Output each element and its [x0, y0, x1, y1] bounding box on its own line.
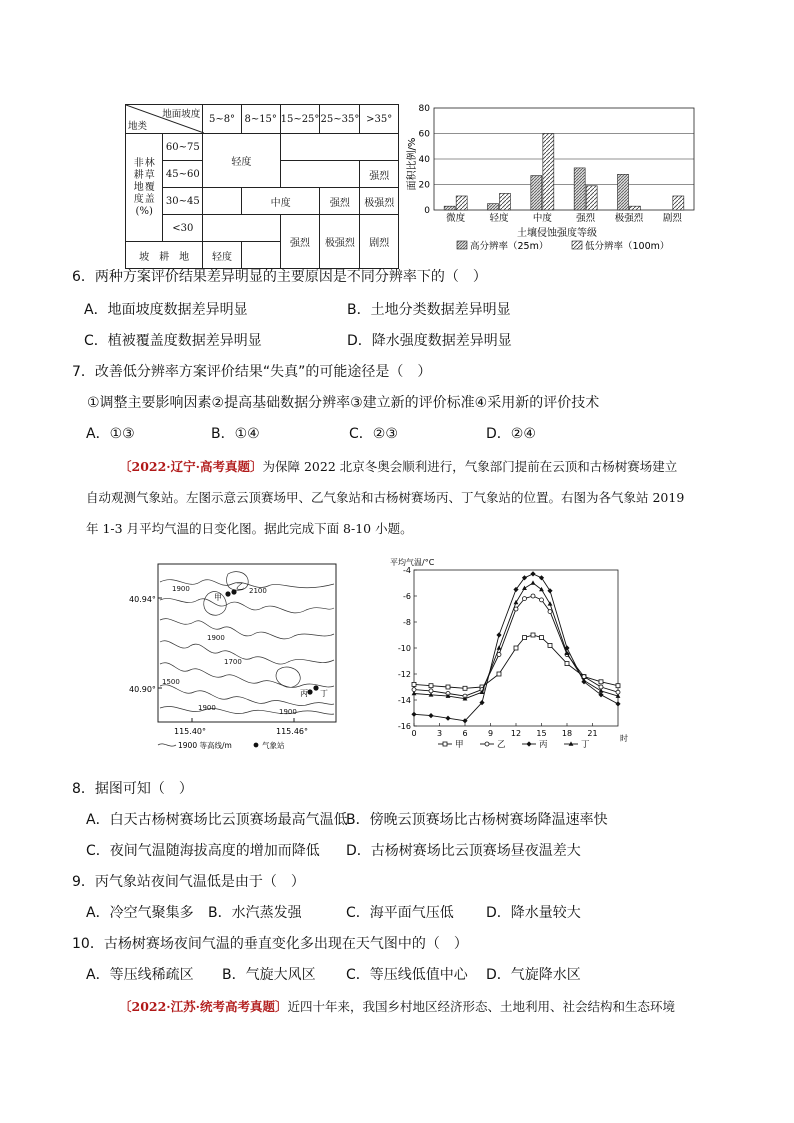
bar-xlabel: 土壤侵蚀强度等级 — [517, 228, 597, 239]
line-xtick-label: 12 — [510, 729, 522, 738]
bar-low-res — [586, 186, 597, 210]
bar-high-res — [531, 176, 542, 210]
table-empty-cell — [280, 161, 360, 188]
station-bing-marker — [313, 685, 318, 690]
q9-option-b[interactable]: B．水汽蒸发强 — [208, 905, 302, 921]
bar-ylabel: 面积比例/% — [407, 137, 418, 191]
line-point-series-1 — [429, 684, 433, 688]
bar-category-label: 微度 — [446, 213, 466, 224]
level-severe-cell: 剧烈 — [360, 215, 399, 269]
bar-ytick-label: 0 — [424, 206, 430, 216]
q8-option-c[interactable]: C．夜间气温随海拔高度的增加而降低 — [86, 843, 320, 859]
bar-category-label: 轻度 — [489, 213, 509, 224]
contour-legend-label: 1900 等高线/m — [178, 741, 232, 750]
table-diagonal-header — [126, 105, 203, 134]
line-point-series-1 — [514, 646, 518, 650]
bar-marks — [444, 134, 684, 211]
lon-label: 115.40° — [174, 727, 206, 736]
line-axes — [398, 566, 618, 738]
group-char: 覆 — [144, 181, 155, 193]
slope-land-label: 坡 耕 地 — [126, 242, 203, 269]
question-10-stem: 10．古杨树赛场夜间气温的垂直变化多出现在天气图中的（ ） — [72, 936, 468, 952]
level-strong-cell-c: 强烈 — [280, 215, 320, 269]
line-point-series-3 — [411, 712, 416, 717]
line-ytick-label: -4 — [403, 566, 411, 575]
line-marks — [411, 571, 620, 723]
erosion-table-wrap — [125, 104, 399, 269]
line-point-series-1 — [412, 682, 416, 686]
line-point-series-4 — [548, 601, 553, 605]
bar-category-label: 剧烈 — [662, 213, 682, 224]
line-point-series-1 — [599, 680, 603, 684]
line-series-1 — [414, 635, 618, 688]
contour-label: 2100 — [249, 587, 267, 595]
bar-category-label: 极强烈 — [614, 213, 644, 224]
line-point-series-3 — [445, 716, 450, 721]
line-point-series-2 — [497, 653, 501, 657]
bar-ytick-label: 60 — [418, 129, 430, 140]
lat-label: 40.90° — [129, 685, 156, 694]
station-ding-label: 丁 — [320, 689, 328, 698]
q10-option-d[interactable]: D．气旋降水区 — [486, 967, 581, 983]
slope-col-2: 8~15° — [241, 105, 280, 134]
bar-low-res — [500, 193, 511, 210]
line-point-series-1 — [548, 643, 552, 647]
line-ylabel: 平均气温/°C — [390, 558, 435, 567]
group-char: 度 — [133, 193, 144, 205]
station-ding-marker — [307, 689, 312, 694]
q7-option-d[interactable]: D．②④ — [486, 426, 536, 442]
line-point-series-1 — [565, 662, 569, 666]
bar-ytick-label: 80 — [418, 104, 430, 114]
slope-col-1: 5~8° — [203, 105, 242, 134]
table-empty-cell — [280, 134, 398, 161]
line-point-series-3 — [428, 713, 433, 718]
slope-col-3: 15~25° — [280, 105, 320, 134]
q6-option-d[interactable]: D．降水强度数据差异明显 — [347, 333, 512, 349]
header-slope-label: 地面坡度 — [162, 109, 201, 120]
map-legend — [158, 740, 285, 750]
coverage-row-4: <30 — [163, 215, 203, 242]
line-point-series-4 — [497, 645, 502, 649]
slope-col-5: >35° — [360, 105, 399, 134]
level-light-cell: 轻度 — [203, 134, 280, 188]
line-point-series-1 — [523, 636, 527, 640]
line-point-series-4 — [522, 586, 527, 590]
intro-liaoning-line3: 年 1-3 月平均气温的日变化图。据此完成下面 8-10 小题。 — [86, 521, 413, 536]
q9-option-c[interactable]: C．海平面气压低 — [346, 905, 454, 921]
group-char: 地 — [133, 181, 144, 193]
slope-land-light-cell: 轻度 — [203, 242, 242, 269]
legend-high-res: 高分辨率（25m） — [470, 241, 549, 252]
q10-option-a[interactable]: A．等压线稀疏区 — [86, 967, 194, 983]
line-point-series-2 — [523, 597, 527, 601]
bar-low-res — [456, 196, 467, 210]
line-point-series-1 — [616, 684, 620, 688]
line-ytick-label: -6 — [403, 592, 411, 601]
q8-option-d[interactable]: D．古杨树赛场比云顶赛场昼夜温差大 — [346, 843, 581, 859]
lon-label: 115.46° — [276, 727, 308, 736]
bar-category-label: 中度 — [532, 213, 552, 224]
level-very-strong-cell-a: 极强烈 — [360, 188, 399, 215]
source-tag: 〔2022·辽宁·高考真题〕 — [119, 459, 263, 474]
q10-option-c[interactable]: C．等压线低值中心 — [346, 967, 468, 983]
line-ytick-label: -14 — [397, 696, 411, 705]
line-xtick-label: 3 — [436, 729, 443, 738]
q9-option-a[interactable]: A．冷空气聚集多 — [86, 905, 194, 921]
bar-low-res — [673, 196, 684, 210]
contour-legend-symbol — [158, 744, 176, 746]
intro-text: 近四十年来，我国乡村地区经济形态、土地利用、社会结构和生态环境 — [287, 999, 676, 1014]
source-tag: 〔2022·江苏·统考高考真题〕 — [119, 999, 288, 1014]
q7-option-c[interactable]: C．②③ — [349, 426, 398, 442]
q7-items: ①调整主要影响因素②提高基础数据分辨率③建立新的评价标准④采用新的评价技术 — [87, 395, 600, 411]
line-ytick-label: -8 — [403, 618, 411, 627]
level-very-strong-cell-b: 极强烈 — [320, 215, 360, 269]
group-char: 林 — [144, 157, 155, 169]
bar-category-label: 强烈 — [576, 213, 596, 224]
line-point-series-2 — [548, 610, 552, 614]
contour-label: 1900 — [198, 704, 216, 712]
q7-option-a[interactable]: A．①③ — [86, 426, 135, 442]
group-char: 非 — [133, 157, 144, 169]
q8-option-b[interactable]: B．傍晚云顶赛场比古杨树赛场降温速率快 — [346, 812, 608, 828]
line-legend-label: 丙 — [539, 740, 548, 750]
coverage-row-2: 45~60 — [163, 161, 203, 188]
table-empty-cell — [203, 215, 280, 242]
legend-swatch-low — [572, 241, 582, 249]
line-point-series-1 — [531, 633, 535, 637]
line-ytick-label: -12 — [397, 670, 411, 679]
bar-grid — [434, 108, 694, 210]
line-point-series-1 — [446, 685, 450, 689]
intro-liaoning-line2: 自动观测气象站。左图示意云顶赛场甲、乙气象站和古杨树赛场丙、丁气象站的位置。右图为各气象站 2019 — [86, 490, 685, 505]
group-char: 草 — [144, 169, 155, 181]
line-legend-marker — [485, 742, 489, 746]
coverage-group-label — [126, 134, 163, 242]
bar-high-res — [444, 206, 455, 210]
level-medium-cell: 中度 — [241, 188, 320, 215]
line-point-series-1 — [463, 686, 467, 690]
line-point-series-3 — [539, 575, 544, 580]
line-point-series-4 — [531, 580, 536, 584]
line-point-series-3 — [530, 571, 535, 576]
line-point-series-4 — [539, 587, 544, 591]
intro-text: 为保障 2022 北京冬奥会顺利进行，气象部门提前在云顶和古杨树赛场建立 — [262, 459, 678, 474]
line-legend-marker — [443, 742, 447, 746]
contour-label: 1900 — [172, 585, 190, 593]
station-legend-label: 气象站 — [262, 741, 285, 750]
slope-col-4: 25~35° — [320, 105, 360, 134]
question-9-stem: 9．丙气象站夜间气温低是由于（ ） — [72, 874, 305, 890]
bar-ytick-label: 40 — [418, 155, 430, 165]
q6-option-b[interactable]: B．土地分类数据差异明显 — [347, 302, 511, 318]
bar-high-res — [618, 174, 629, 210]
line-ytick-label: -16 — [397, 722, 411, 731]
bar-low-res — [543, 134, 554, 211]
coverage-row-1: 60~75 — [163, 134, 203, 161]
line-xtick-label: 9 — [487, 729, 494, 738]
line-ytick-label: -10 — [397, 644, 411, 653]
question-8-stem: 8．据图可知（ ） — [72, 781, 193, 797]
intro-liaoning-line1 — [119, 458, 677, 476]
level-strong-cell-b: 强烈 — [320, 188, 360, 215]
line-legend — [438, 740, 590, 750]
line-point-series-2 — [540, 598, 544, 602]
line-point-series-4 — [599, 688, 604, 692]
table-empty-cell — [241, 242, 280, 269]
bar-low-res — [630, 206, 641, 210]
topographic-map — [128, 560, 340, 756]
station-yi-label: 乙 — [236, 582, 244, 591]
line-point-series-3 — [496, 632, 501, 637]
q7-option-b[interactable]: B．①④ — [211, 426, 260, 442]
erosion-grade-table — [125, 104, 399, 269]
lat-label: 40.94° — [129, 595, 156, 604]
temperature-line-chart — [388, 556, 638, 756]
contour-label: 1900 — [207, 634, 225, 642]
contour-label: 1500 — [162, 678, 180, 686]
line-xtick-label: 0 — [411, 729, 417, 738]
line-legend-marker — [526, 741, 531, 746]
line-legend-label: 甲 — [455, 740, 464, 750]
line-point-series-3 — [547, 588, 552, 593]
contour-label: 1700 — [224, 658, 242, 666]
q9-option-d[interactable]: D．降水量较大 — [486, 905, 581, 921]
line-xtick-label: 6 — [462, 729, 468, 738]
line-xtick-label: 18 — [561, 729, 573, 738]
line-point-series-2 — [514, 607, 518, 611]
coverage-row-3: 30~45 — [163, 188, 203, 215]
station-jia-marker — [225, 591, 230, 596]
erosion-bar-chart — [402, 100, 702, 258]
question-6-stem: 6．两种方案评价结果差异明显的主要原因是不同分辨率下的（ ） — [72, 269, 487, 285]
contour-label: 1900 — [279, 708, 297, 716]
station-bing-label: 丙 — [300, 689, 308, 698]
line-xtick-label: 21 — [587, 729, 598, 738]
line-legend-label: 丁 — [581, 740, 590, 750]
bar-high-res — [574, 168, 585, 210]
header-landtype-label: 地类 — [128, 121, 148, 132]
station-jia-label: 甲 — [214, 593, 222, 602]
intro-jiangsu-line1 — [119, 998, 675, 1016]
level-strong-cell-a: 强烈 — [360, 161, 399, 188]
q10-option-b[interactable]: B．气旋大风区 — [222, 967, 316, 983]
q8-option-a[interactable]: A．白天古杨树赛场比云顶赛场最高气温低 — [86, 812, 348, 828]
q6-option-a[interactable]: A．地面坡度数据差异明显 — [84, 302, 248, 318]
group-char: (%) — [135, 205, 153, 217]
q6-option-c[interactable]: C．植被覆盖度数据差异明显 — [84, 333, 262, 349]
line-point-series-4 — [514, 600, 519, 604]
line-point-series-1 — [497, 672, 501, 676]
line-point-series-1 — [540, 636, 544, 640]
station-legend-symbol — [254, 743, 259, 748]
line-legend-label: 乙 — [497, 740, 506, 750]
legend-low-res: 低分辨率（100m） — [585, 241, 670, 252]
bar-ytick-label: 20 — [418, 180, 430, 191]
legend-swatch-high — [457, 241, 467, 249]
line-point-series-2 — [531, 594, 535, 598]
group-char: 盖 — [144, 193, 155, 205]
bar-high-res — [488, 204, 499, 210]
line-point-series-3 — [615, 701, 620, 706]
question-7-stem: 7．改善低分辨率方案评价结果“失真”的可能途径是（ ） — [72, 364, 432, 380]
line-point-series-4 — [412, 691, 417, 695]
group-char: 耕 — [133, 169, 144, 181]
line-xtick-label: 15 — [536, 729, 547, 738]
line-xlabel: 时 — [620, 734, 628, 743]
table-empty-cell — [203, 188, 242, 215]
